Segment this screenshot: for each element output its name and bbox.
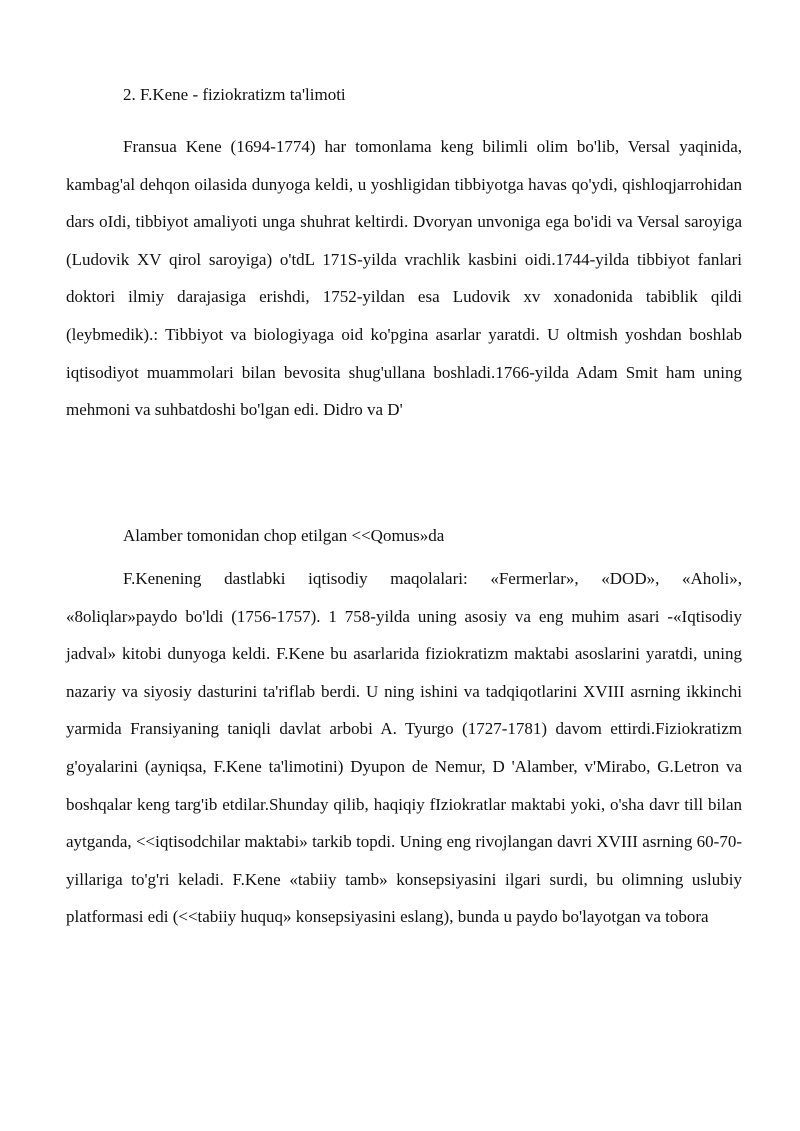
paragraph-qomus: Alamber tomonidan chop etilgan <<Qomus»da — [123, 526, 445, 545]
paragraph-biography: Fransua Kene (1694-1774) har tomonlama keng bilimli olim bo'lib, Versal yaqinida, kambag'al dehqon oilasida dunyoga keldi, u yoshligidan tibbiyotga havas qo'ydi, qishloqjarrohidan dars oIdi, tibbiyot amaliyoti unga shuhrat keltirdi. Dvoryan unvoniga ega bo'idi va Versal saroyiga (Ludovik XV qirol saroyiga) o'tdL 171S-yilda vrachlik kasbini oidi.1744-yilda tibbiyot fanlari doktori ilmiy darajasiga erishdi, 1752-yildan esa Ludovik xv xonadonida tabiblik qildi (leybmedik).: Tibbiyot va biologiyaga oid ko'pgina asarlar yaratdi. U oltmish yoshdan boshlab iqtisodiyot muammolari bilan bevosita shug'ullana boshladi.1766-yilda Adam Smit ham uning mehmoni va suhbatdoshi bo'lgan edi. Didro va D' — [66, 137, 742, 420]
paragraph-physiocrats: F.Kenening dastlabki iqtisodiy maqolalari: «Fermerlar», «DOD», «Aholi», «8oliqlar»paydo bo'ldi (1756-1757). 1 758-yilda uning asosiy va eng muhim asari -«Iqtisodiy jadval» kitobi dunyoga keldi. F.Kene bu asarlarida fiziokratizm maktabi asoslarini yaratdi, uning nazariy va siyosiy dasturini ta'riflab berdi. U ning ishini va tadqiqotlarini XVIII asrning ikkinchi yarmida Fransiyaning taniqli davlat arbobi A. Tyurgo (1727-1781) davom ettirdi.Fiziokratizm g'oyalarini (ayniqsa, F.Kene ta'limotini) Dyupon de Nemur, D 'Alamber, v'Mirabo, G.Letron va boshqalar keng targ'ib etdilar.Shunday qilib, haqiqiy fIziokratlar maktabi yoki, o'sha davr till bilan aytganda, <<iqtisodchilar maktabi» tarkib topdi. Uning eng rivojlangan davri XVIII asrning 60-70-yillariga to'g'ri keladi. F.Kene «tabiiy tamb» konsepsiyasini ilgari surdi, bu olimning uslubiy platformasi edi (<<tabiiy huquq» konsepsiyasini eslang), bunda u paydo bo'layotgan va tobora — [66, 569, 742, 927]
section-heading: 2. F.Kene - fiziokratizm ta'limoti — [123, 85, 346, 104]
